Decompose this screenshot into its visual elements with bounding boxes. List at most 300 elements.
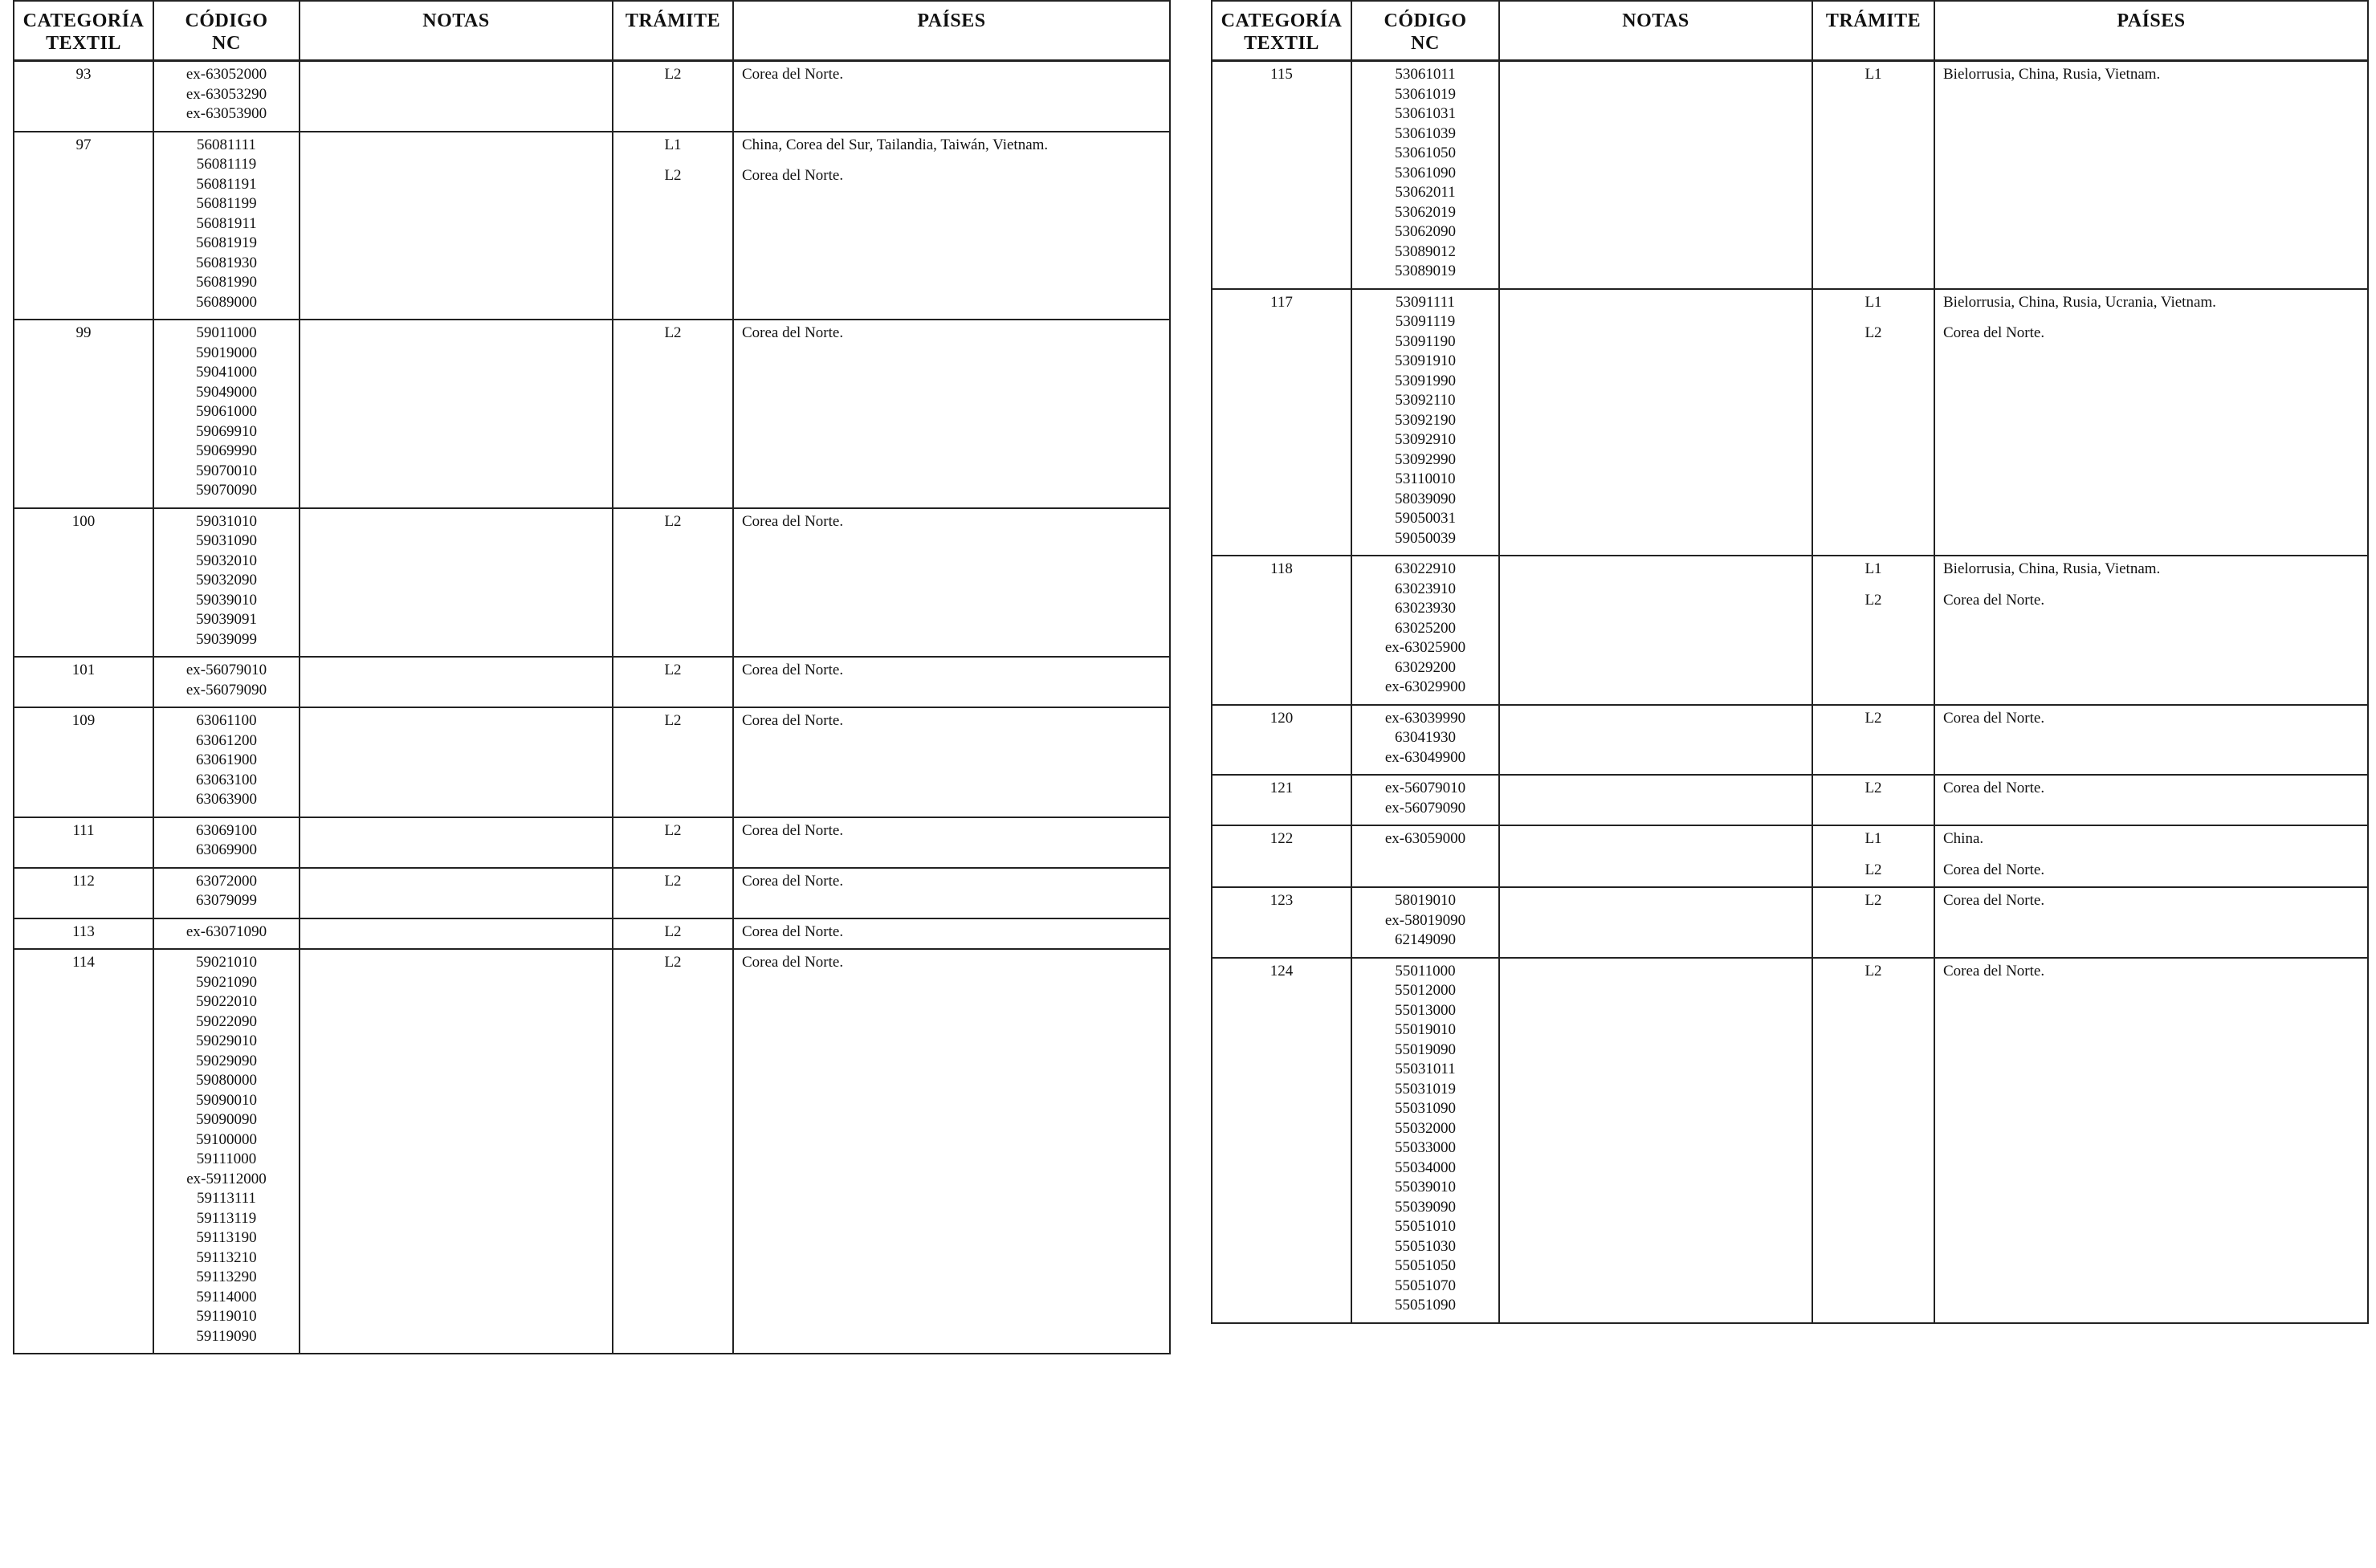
nc-code: 59113119 xyxy=(196,1209,257,1227)
category-value: 100 xyxy=(71,512,96,530)
category-cell xyxy=(14,707,153,817)
category-cell xyxy=(14,132,153,320)
nc-code: 55013000 xyxy=(1395,1001,1456,1019)
nc-code: 53061039 xyxy=(1395,124,1456,142)
nc-code: 59113190 xyxy=(196,1229,257,1246)
countries-value: Corea del Norte. xyxy=(742,324,844,341)
nc-code: 59070010 xyxy=(196,462,257,479)
countries-value: Corea del Norte. xyxy=(1943,892,2045,909)
nc-code: 53062011 xyxy=(1395,184,1456,201)
nc-code: 59029090 xyxy=(196,1052,257,1069)
category-cell xyxy=(14,918,153,950)
countries-value: Bielorrusia, China, Rusia, Ucrania, Vietnam. xyxy=(1943,293,2216,311)
category-value: 109 xyxy=(71,712,96,729)
nc-code: 53089012 xyxy=(1395,242,1456,260)
nc-code: 63063900 xyxy=(196,791,257,808)
category-cell xyxy=(1212,887,1351,958)
nc-code: 56081919 xyxy=(196,234,257,251)
countries-value: Corea del Norte. xyxy=(742,167,844,184)
nc-code: ex-63029900 xyxy=(1384,678,1466,695)
nc-code: 59061000 xyxy=(196,403,257,420)
nc-code: 59119090 xyxy=(196,1327,257,1345)
nc-code: 53062019 xyxy=(1395,203,1456,221)
countries-value: Corea del Norte. xyxy=(742,662,844,678)
header-category: CATEGORÍA TEXTIL xyxy=(1212,1,1351,61)
procedure-cell xyxy=(613,949,733,1354)
category-value: 115 xyxy=(1270,66,1293,83)
code-cell xyxy=(1351,289,1499,556)
nc-code: 59114000 xyxy=(196,1288,257,1305)
countries-cell xyxy=(733,61,1170,132)
code-cell xyxy=(153,508,300,658)
code-cell xyxy=(153,657,300,707)
header-row xyxy=(14,1,1170,61)
category-value: 120 xyxy=(1270,709,1294,727)
nc-code: 55051030 xyxy=(1395,1237,1456,1255)
countries-value: Corea del Norte. xyxy=(1943,962,2045,979)
code-cell xyxy=(153,949,300,1354)
category-value: 123 xyxy=(1270,892,1294,909)
code-cell xyxy=(1351,556,1499,705)
nc-code: 59041000 xyxy=(196,364,257,381)
nc-code: 53091111 xyxy=(1396,293,1455,311)
nc-code: 63069900 xyxy=(196,841,257,858)
procedure-value: L1 xyxy=(1865,560,1882,577)
nc-code: 59113111 xyxy=(197,1190,256,1207)
code-cell xyxy=(153,61,300,132)
nc-code: 59021010 xyxy=(196,954,257,971)
category-cell xyxy=(14,657,153,707)
nc-code: 59039099 xyxy=(196,630,257,648)
nc-code: 55011000 xyxy=(1395,962,1456,979)
nc-code: ex-56079010 xyxy=(185,662,267,678)
procedure-value: L2 xyxy=(1865,780,1882,796)
table-row xyxy=(1212,887,2368,958)
countries-value: Corea del Norte. xyxy=(1943,324,2045,341)
code-cell xyxy=(153,868,300,918)
category-value: 121 xyxy=(1270,780,1294,796)
notes-cell xyxy=(1499,887,1812,958)
notes-cell xyxy=(1499,825,1812,887)
nc-code: 59031090 xyxy=(196,532,257,549)
procedure-cell xyxy=(1812,775,1934,825)
nc-code: 63041930 xyxy=(1395,729,1456,746)
notes-cell xyxy=(300,868,613,918)
nc-code: 59021090 xyxy=(196,973,257,991)
nc-code: 59119010 xyxy=(196,1308,257,1325)
procedure-cell xyxy=(613,61,733,132)
category-value: 118 xyxy=(1270,560,1293,577)
notes-cell xyxy=(1499,556,1812,705)
procedure-value: L2 xyxy=(1865,709,1882,727)
table-row xyxy=(14,817,1170,868)
nc-code: 59050039 xyxy=(1395,529,1456,547)
nc-code: 59032090 xyxy=(196,572,257,589)
procedure-cell xyxy=(1812,825,1934,887)
nc-code: 59049000 xyxy=(196,383,257,401)
procedure-value: L2 xyxy=(664,954,682,971)
nc-code: 55039090 xyxy=(1395,1198,1456,1216)
nc-code: 59019000 xyxy=(196,344,257,361)
nc-code: 56081199 xyxy=(196,195,257,212)
header-code: CÓDIGO NC xyxy=(1351,1,1499,61)
procedure-value: L2 xyxy=(1865,861,1882,878)
nc-code: 59039010 xyxy=(196,591,257,609)
nc-code: 53092190 xyxy=(1395,411,1456,429)
nc-code: 53061019 xyxy=(1395,85,1456,103)
code-cell xyxy=(153,320,300,508)
nc-code: 53091990 xyxy=(1395,372,1456,389)
procedure-value: L2 xyxy=(1865,892,1882,909)
procedure-value: L2 xyxy=(664,712,682,729)
category-value: 111 xyxy=(72,821,95,839)
header-countries: PAÍSES xyxy=(733,1,1170,61)
category-cell xyxy=(1212,775,1351,825)
nc-code: 55019090 xyxy=(1395,1041,1456,1058)
notes-cell xyxy=(1499,958,1812,1323)
nc-code: 63061900 xyxy=(196,751,257,768)
category-cell xyxy=(1212,556,1351,705)
header-procedure: TRÁMITE xyxy=(613,1,733,61)
nc-code: 53092990 xyxy=(1395,450,1456,468)
procedure-cell xyxy=(613,657,733,707)
header-procedure: TRÁMITE xyxy=(1812,1,1934,61)
procedure-cell xyxy=(613,707,733,817)
nc-code: 55051010 xyxy=(1395,1218,1456,1235)
procedure-value: L1 xyxy=(1865,830,1882,847)
countries-value: Corea del Norte. xyxy=(742,66,844,83)
category-cell xyxy=(1212,705,1351,776)
procedure-cell xyxy=(1812,887,1934,958)
code-cell xyxy=(153,132,300,320)
procedure-cell xyxy=(613,320,733,508)
nc-code: 59022010 xyxy=(196,993,257,1010)
countries-value: Bielorrusia, China, Rusia, Vietnam. xyxy=(1943,66,2161,83)
nc-code: 63079099 xyxy=(196,892,257,909)
code-cell xyxy=(1351,887,1499,958)
textile-table-right xyxy=(1211,0,2369,1324)
countries-value: Corea del Norte. xyxy=(742,954,844,971)
nc-code: ex-63025900 xyxy=(1384,639,1466,656)
nc-code: 55031090 xyxy=(1395,1100,1456,1117)
table-row xyxy=(1212,958,2368,1323)
header-notes: NOTAS xyxy=(1499,1,1812,61)
nc-code: ex-63053900 xyxy=(185,105,267,122)
nc-code: 55012000 xyxy=(1395,982,1456,999)
countries-cell xyxy=(733,508,1170,658)
nc-code: 63069100 xyxy=(196,821,257,839)
countries-cell xyxy=(733,949,1170,1354)
procedure-value: L2 xyxy=(664,821,682,839)
category-value: 113 xyxy=(72,922,95,940)
procedure-cell xyxy=(1812,556,1934,705)
notes-cell xyxy=(1499,289,1812,556)
code-cell xyxy=(1351,61,1499,289)
nc-code: 59031010 xyxy=(196,512,257,530)
nc-code: 55051090 xyxy=(1395,1297,1456,1313)
header-row xyxy=(1212,1,2368,61)
category-value: 93 xyxy=(75,66,92,83)
countries-cell xyxy=(733,320,1170,508)
table-row xyxy=(14,868,1170,918)
nc-code: 53089019 xyxy=(1395,263,1456,279)
nc-code: 56081930 xyxy=(196,254,257,271)
countries-cell xyxy=(1934,775,2368,825)
countries-cell xyxy=(733,707,1170,817)
nc-code: 53091119 xyxy=(1395,313,1456,330)
table-row xyxy=(1212,289,2368,556)
table-row xyxy=(1212,61,2368,289)
notes-cell xyxy=(1499,61,1812,289)
nc-code: 53062090 xyxy=(1395,223,1456,240)
table-row xyxy=(14,918,1170,950)
nc-code: ex-63053290 xyxy=(185,85,267,103)
category-cell xyxy=(14,61,153,132)
nc-code: 63061100 xyxy=(196,712,257,729)
nc-code: 56081111 xyxy=(197,136,256,153)
notes-cell xyxy=(300,949,613,1354)
countries-cell xyxy=(1934,61,2368,289)
header-notes: NOTAS xyxy=(300,1,613,61)
table-row xyxy=(14,707,1170,817)
nc-code: 63063100 xyxy=(196,771,257,788)
nc-code: ex-63071090 xyxy=(185,922,267,940)
procedure-cell xyxy=(613,868,733,918)
textile-table-left xyxy=(13,0,1171,1354)
procedure-value: L2 xyxy=(1865,324,1882,341)
table-body-left xyxy=(14,61,1170,1354)
category-value: 114 xyxy=(72,954,95,971)
notes-cell xyxy=(1499,705,1812,776)
notes-cell xyxy=(300,132,613,320)
procedure-value: L2 xyxy=(664,662,682,678)
countries-value: Corea del Norte. xyxy=(742,512,844,530)
nc-code: 55051070 xyxy=(1395,1277,1456,1294)
table-row xyxy=(1212,825,2368,887)
nc-code: 59070090 xyxy=(196,482,257,499)
nc-code: ex-63049900 xyxy=(1384,748,1466,766)
procedure-cell xyxy=(1812,958,1934,1323)
notes-cell xyxy=(300,817,613,868)
category-cell xyxy=(1212,825,1351,887)
category-cell xyxy=(14,949,153,1354)
nc-code: 63023910 xyxy=(1395,580,1456,597)
nc-code: 63025200 xyxy=(1395,619,1456,637)
nc-code: 63061200 xyxy=(196,731,257,749)
procedure-value: L2 xyxy=(664,324,682,341)
countries-cell xyxy=(733,868,1170,918)
category-cell xyxy=(14,508,153,658)
header-code: CÓDIGO NC xyxy=(153,1,300,61)
nc-code: 58019010 xyxy=(1395,892,1456,909)
table-row xyxy=(14,949,1170,1354)
nc-code: 53061090 xyxy=(1395,164,1456,181)
nc-code: 55031011 xyxy=(1395,1061,1456,1077)
nc-code: 62149090 xyxy=(1395,931,1456,948)
notes-cell xyxy=(300,320,613,508)
nc-code: 59090090 xyxy=(196,1111,257,1128)
procedure-cell xyxy=(613,817,733,868)
nc-code: ex-56079090 xyxy=(185,681,267,698)
nc-code: 53092910 xyxy=(1395,431,1456,448)
code-cell xyxy=(1351,825,1499,887)
category-cell xyxy=(1212,958,1351,1323)
procedure-cell xyxy=(613,508,733,658)
table-row xyxy=(14,320,1170,508)
procedure-cell xyxy=(613,918,733,950)
nc-code: ex-63039990 xyxy=(1384,709,1466,727)
category-cell xyxy=(14,817,153,868)
procedure-value: L1 xyxy=(1865,293,1882,311)
nc-code: 59069910 xyxy=(196,422,257,440)
nc-code: 59069990 xyxy=(196,442,257,459)
table-row xyxy=(14,132,1170,320)
nc-code: 59050031 xyxy=(1395,510,1456,527)
procedure-value: L1 xyxy=(1865,66,1882,83)
category-value: 112 xyxy=(72,872,95,890)
countries-value: China. xyxy=(1943,830,1984,847)
procedure-value: L1 xyxy=(664,136,682,153)
countries-cell xyxy=(733,132,1170,320)
procedure-value: L2 xyxy=(664,512,682,530)
nc-code: 63029200 xyxy=(1395,658,1456,676)
nc-code: 58039090 xyxy=(1395,490,1456,507)
countries-value: Corea del Norte. xyxy=(742,872,844,890)
category-cell xyxy=(14,868,153,918)
countries-cell xyxy=(1934,887,2368,958)
countries-cell xyxy=(1934,289,2368,556)
nc-code: 56081191 xyxy=(196,175,257,193)
notes-cell xyxy=(300,918,613,950)
nc-code: 63022910 xyxy=(1395,560,1456,577)
procedure-cell xyxy=(613,132,733,320)
category-value: 97 xyxy=(75,136,92,153)
nc-code: 59090010 xyxy=(196,1091,257,1109)
notes-cell xyxy=(300,61,613,132)
nc-code: ex-63059000 xyxy=(1384,830,1466,847)
countries-value: Corea del Norte. xyxy=(742,712,844,729)
countries-cell xyxy=(1934,958,2368,1323)
nc-code: ex-56079010 xyxy=(1384,780,1466,796)
table-row xyxy=(14,508,1170,658)
category-cell xyxy=(14,320,153,508)
nc-code: 55034000 xyxy=(1395,1159,1456,1176)
nc-code: 59113210 xyxy=(196,1248,257,1266)
nc-code: 56089000 xyxy=(196,293,257,311)
procedure-value: L2 xyxy=(664,872,682,890)
nc-code: 59029010 xyxy=(196,1032,257,1049)
notes-cell xyxy=(300,657,613,707)
countries-cell xyxy=(733,657,1170,707)
table-row xyxy=(14,657,1170,707)
category-cell xyxy=(1212,289,1351,556)
nc-code: 53061011 xyxy=(1395,66,1456,83)
procedure-cell xyxy=(1812,705,1934,776)
nc-code: 59032010 xyxy=(196,552,257,569)
nc-code: 56081119 xyxy=(196,156,257,173)
category-cell xyxy=(1212,61,1351,289)
countries-value: China, Corea del Sur, Tailandia, Taiwán, Vietnam. xyxy=(742,136,1049,153)
nc-code: 55051050 xyxy=(1395,1257,1456,1274)
countries-value: Bielorrusia, China, Rusia, Vietnam. xyxy=(1943,560,2161,577)
notes-cell xyxy=(300,707,613,817)
countries-value: Corea del Norte. xyxy=(1943,861,2045,878)
nc-code: 55033000 xyxy=(1395,1139,1456,1156)
code-cell xyxy=(153,918,300,950)
nc-code: 59113290 xyxy=(196,1269,257,1285)
category-value: 122 xyxy=(1270,830,1294,847)
nc-code: 55032000 xyxy=(1395,1119,1456,1137)
nc-code: 59080000 xyxy=(196,1072,257,1089)
countries-value: Corea del Norte. xyxy=(1943,709,2045,727)
procedure-value: L2 xyxy=(664,66,682,83)
nc-code: 53110010 xyxy=(1395,470,1456,487)
nc-code: ex-59112000 xyxy=(186,1170,267,1187)
header-countries: PAÍSES xyxy=(1934,1,2368,61)
procedure-value: L2 xyxy=(664,167,682,184)
code-cell xyxy=(1351,705,1499,776)
nc-code: 53061050 xyxy=(1395,145,1456,161)
nc-code: ex-58019090 xyxy=(1384,911,1466,929)
code-cell xyxy=(1351,958,1499,1323)
nc-code: 59039091 xyxy=(196,611,257,628)
nc-code: 59100000 xyxy=(196,1130,257,1148)
countries-cell xyxy=(1934,705,2368,776)
nc-code: 55031019 xyxy=(1395,1080,1456,1098)
table-row xyxy=(1212,705,2368,776)
procedure-cell xyxy=(1812,289,1934,556)
category-value: 101 xyxy=(71,662,96,678)
nc-code: 63023930 xyxy=(1395,600,1456,617)
nc-code: 59022090 xyxy=(196,1012,257,1030)
category-value: 124 xyxy=(1270,962,1294,979)
countries-cell xyxy=(733,817,1170,868)
nc-code: 59011000 xyxy=(196,324,257,341)
nc-code: ex-63052000 xyxy=(185,66,267,83)
countries-value: Corea del Norte. xyxy=(1943,780,2045,796)
category-value: 99 xyxy=(75,324,92,341)
nc-code: 55039010 xyxy=(1395,1179,1456,1195)
nc-code: 53091910 xyxy=(1395,352,1456,369)
nc-code: 56081990 xyxy=(196,274,257,291)
code-cell xyxy=(153,707,300,817)
countries-value: Corea del Norte. xyxy=(742,821,844,839)
code-cell xyxy=(1351,775,1499,825)
nc-code: ex-56079090 xyxy=(1384,799,1466,817)
nc-code: 55019010 xyxy=(1395,1021,1456,1038)
countries-cell xyxy=(1934,556,2368,705)
procedure-cell xyxy=(1812,61,1934,289)
notes-cell xyxy=(1499,775,1812,825)
table-row xyxy=(14,61,1170,132)
table-row xyxy=(1212,556,2368,705)
code-cell xyxy=(153,817,300,868)
nc-code: 53092110 xyxy=(1395,392,1456,409)
nc-code: 59111000 xyxy=(196,1151,257,1167)
procedure-value: L2 xyxy=(664,922,682,940)
nc-code: 53091190 xyxy=(1395,332,1456,350)
procedure-value: L2 xyxy=(1865,962,1882,979)
notes-cell xyxy=(300,508,613,658)
table-body-right xyxy=(1212,61,2368,1323)
countries-cell xyxy=(1934,825,2368,887)
header-category: CATEGORÍA TEXTIL xyxy=(14,1,153,61)
countries-value: Corea del Norte. xyxy=(742,922,844,940)
countries-value: Corea del Norte. xyxy=(1943,591,2045,609)
category-value: 117 xyxy=(1270,293,1293,311)
table-row xyxy=(1212,775,2368,825)
countries-cell xyxy=(733,918,1170,950)
